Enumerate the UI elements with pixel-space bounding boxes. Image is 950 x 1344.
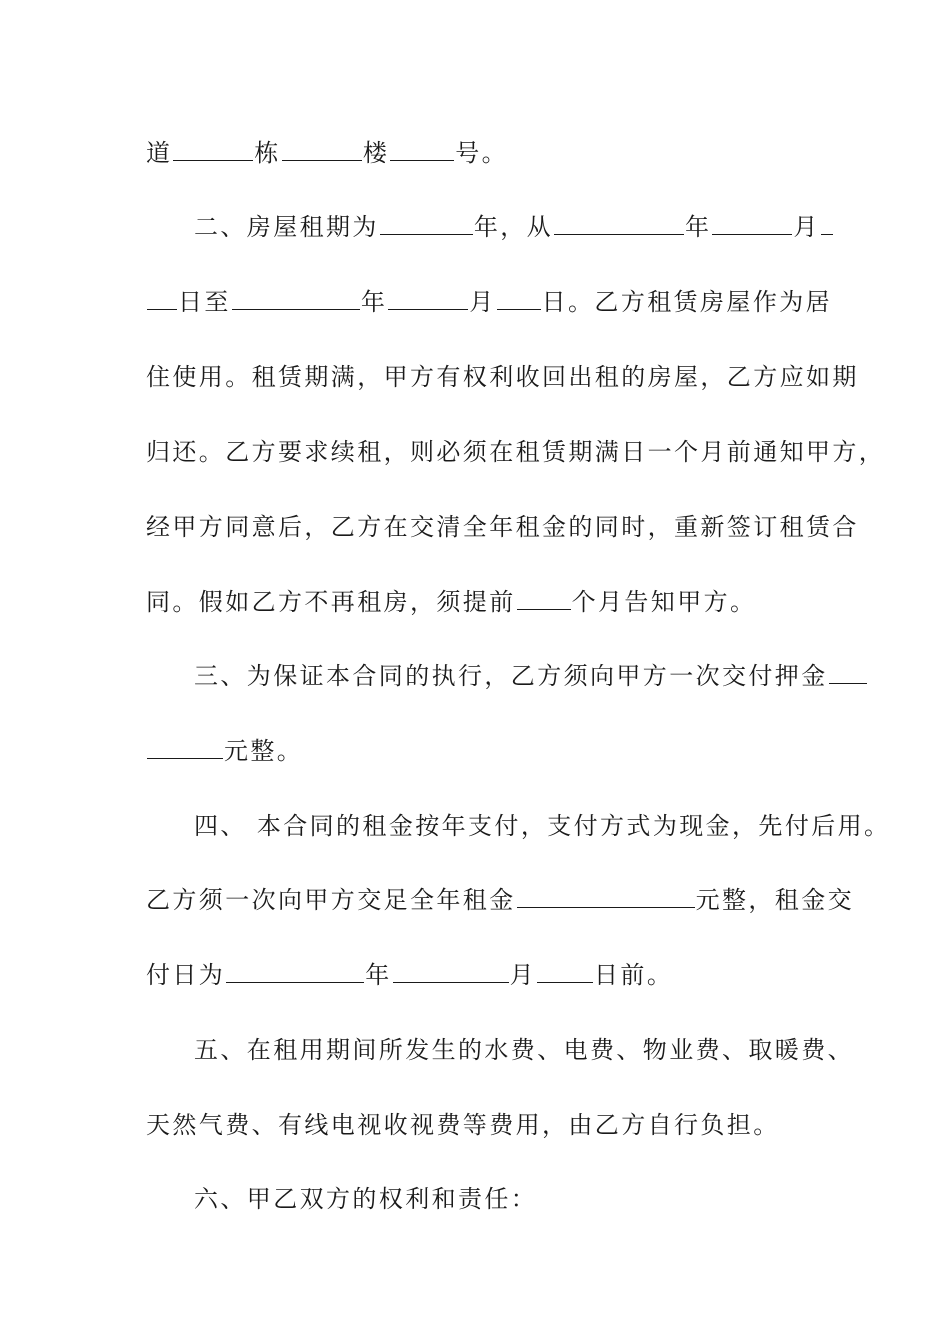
text-segment: 日至: [178, 288, 231, 316]
text-hao: 号。: [455, 139, 509, 167]
blank-field[interactable]: [147, 736, 223, 759]
text-segment: 元整。: [224, 737, 304, 765]
text-segment: 二、房屋租期为: [194, 213, 379, 241]
text-segment: 四、 本合同的租金按年支付，支付方式为现金，先付后用。: [194, 812, 891, 840]
text-segment: 同。假如乙方不再租房，须提前: [146, 588, 516, 616]
blank-field[interactable]: [173, 138, 253, 161]
address-line: [146, 138, 816, 168]
clause-3-line-1: [194, 661, 828, 691]
text-lou: 楼: [362, 139, 390, 167]
text-segment: 年: [685, 213, 712, 241]
clause-2-line-5: [146, 512, 859, 542]
text-segment: 个月告知甲方。: [571, 588, 757, 616]
clause-5-line-1: [194, 1035, 854, 1065]
blank-field[interactable]: [712, 212, 792, 235]
text-segment: 月: [509, 961, 537, 989]
text-segment: 月: [469, 288, 496, 316]
blank-field[interactable]: [147, 287, 177, 310]
clause-2-line-1: [194, 212, 820, 242]
blank-field[interactable]: [829, 661, 867, 684]
blank-field[interactable]: [517, 885, 695, 908]
text-segment: 元整，租金交: [695, 886, 855, 914]
clause-4-line-1: [194, 811, 891, 841]
blank-field[interactable]: [380, 212, 473, 235]
text-segment: 年，从: [473, 213, 554, 241]
clause-4-line-3: [146, 960, 816, 990]
text-segment: 六、甲乙双方的权利和责任：: [194, 1185, 538, 1213]
clause-5-line-2: [146, 1110, 816, 1140]
text-segment: 经甲方同意后，乙方在交清全年租金的同时，重新签订租赁合: [146, 513, 859, 541]
text-segment: 五、在租用期间所发生的水费、电费、物业费、取暖费、: [194, 1036, 854, 1064]
blank-field[interactable]: [554, 212, 684, 235]
blank-field[interactable]: [821, 212, 833, 235]
text-segment: 归还。乙方要求续租，则必须在租赁期满日一个月前通知甲方，: [146, 438, 886, 466]
clause-2-line-4: [146, 437, 886, 467]
text-segment: 日前。: [594, 961, 674, 989]
blank-field[interactable]: [388, 287, 468, 310]
clause-2-line-6: [146, 587, 816, 617]
text-dao: 道: [146, 139, 173, 167]
blank-field[interactable]: [390, 138, 454, 161]
blank-field[interactable]: [497, 287, 541, 310]
text-segment: 天然气费、有线电视收视费等费用，由乙方自行负担。: [146, 1111, 780, 1139]
text-segment: 月: [793, 213, 820, 241]
clause-6-heading: [194, 1184, 816, 1214]
blank-field[interactable]: [537, 960, 593, 983]
clause-3-line-2: [146, 736, 816, 766]
clause-2-line-2: [146, 287, 833, 317]
clause-4-line-2: [146, 885, 855, 915]
text-segment: 年: [360, 288, 388, 316]
text-dong: 栋: [254, 139, 281, 167]
text-segment: 日。乙方租赁房屋作为居: [541, 288, 833, 316]
text-segment: 三、为保证本合同的执行，乙方须向甲方一次交付押金: [194, 662, 828, 690]
blank-field[interactable]: [282, 138, 362, 161]
blank-field[interactable]: [232, 287, 360, 310]
text-segment: 住使用。租赁期满，甲方有权利收回出租的房屋，乙方应如期: [146, 363, 859, 391]
text-segment: 付日为: [146, 961, 226, 989]
blank-field[interactable]: [226, 960, 364, 983]
text-segment: 年: [365, 961, 392, 989]
clause-2-line-3: [146, 362, 859, 392]
text-segment: 乙方须一次向甲方交足全年租金: [146, 886, 516, 914]
blank-field[interactable]: [517, 587, 571, 610]
blank-field[interactable]: [393, 960, 509, 983]
